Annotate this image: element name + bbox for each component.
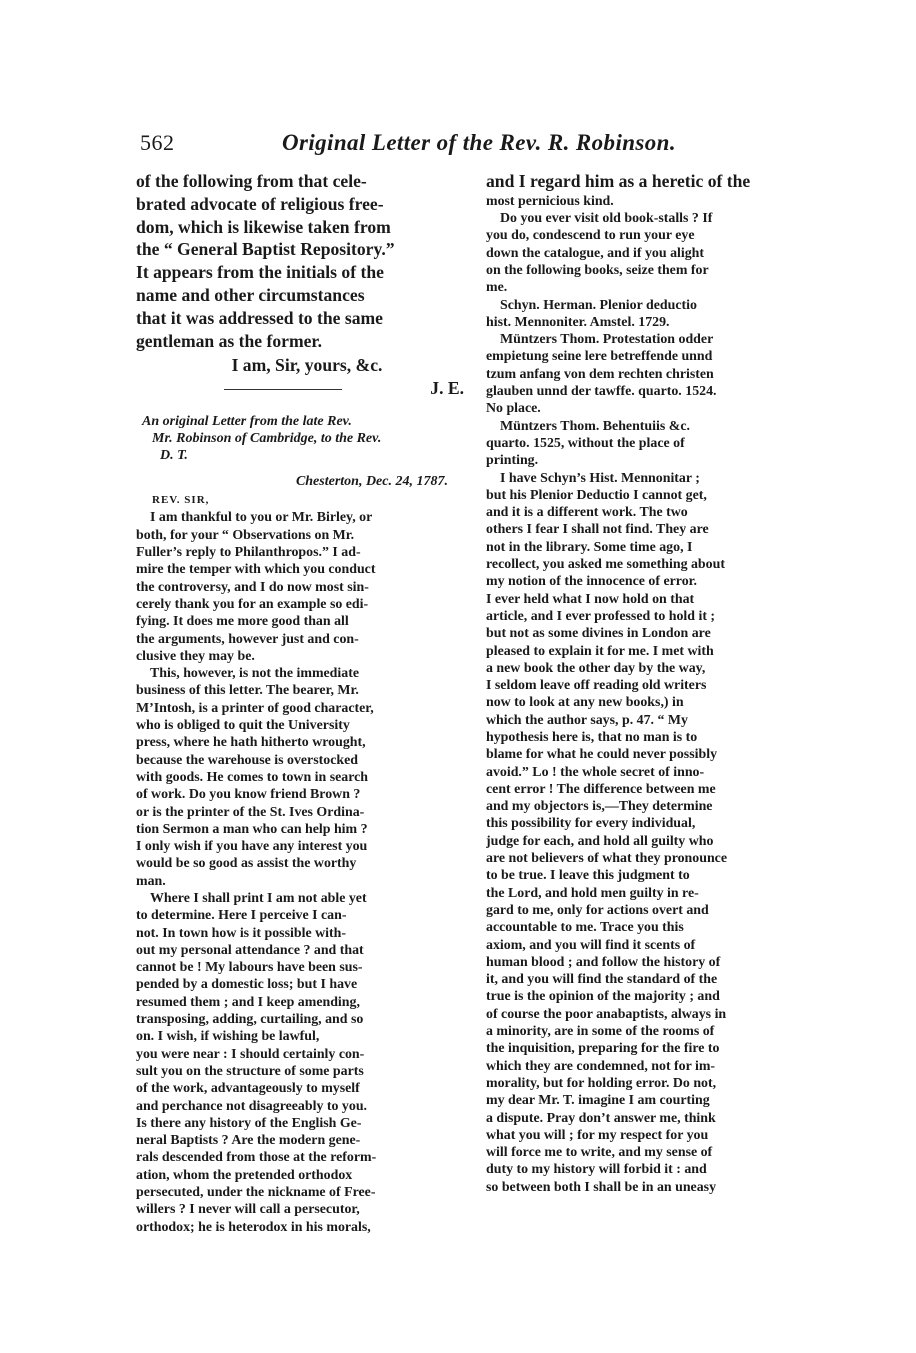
text-line: now to look at any new books,) in bbox=[486, 695, 684, 711]
text-line: rals descended from those at the reform- bbox=[136, 1150, 377, 1166]
text-line: I seldom leave off reading old writers bbox=[486, 678, 707, 694]
text-line: but not as some divines in London are bbox=[486, 626, 711, 642]
text-line: me. bbox=[486, 280, 508, 296]
text-line: with goods. He comes to town in search bbox=[136, 769, 369, 785]
text-line: and I regard him as a heretic of the bbox=[486, 171, 751, 191]
text-line: willers ? I never will call a persecutor, bbox=[136, 1202, 360, 1218]
text-line: resumed them ; and I keep amending, bbox=[136, 994, 360, 1010]
text-line: not. In town how is it possible with- bbox=[136, 925, 346, 941]
text-line: article, and I ever professed to hold it ; bbox=[486, 608, 716, 624]
text-line: neral Baptists ? Are the modern gene- bbox=[136, 1133, 361, 1149]
text-line: cent error ! The difference between me bbox=[486, 781, 716, 797]
text-line: this possibility for every individual, bbox=[486, 816, 696, 832]
text-line: which they are condemned, not for im- bbox=[486, 1058, 716, 1074]
text-line: and perchance not disagreeably to you. bbox=[136, 1098, 368, 1114]
text-line: Müntzers Thom. Behentuiis &c. bbox=[500, 418, 690, 434]
text-line: not in the library. Some time ago, I bbox=[486, 539, 693, 555]
text-line: fying. It does me more good than all bbox=[136, 614, 349, 630]
intro-paragraph bbox=[136, 170, 478, 352]
text-line: man. bbox=[136, 873, 166, 889]
text-line: glauben unnd der tawffe. quarto. 1524. bbox=[486, 384, 717, 400]
text-line: pended by a domestic loss; but I have bbox=[136, 977, 358, 993]
text-line: It appears from the initials of the bbox=[136, 262, 384, 283]
letter-body-left bbox=[136, 509, 478, 1235]
text-line: that it was addressed to the same bbox=[136, 307, 383, 328]
text-line: morality, but for holding error. Do not, bbox=[486, 1075, 717, 1091]
running-header bbox=[140, 130, 820, 164]
running-title: Original Letter of the Rev. R. Robinson. bbox=[282, 130, 677, 155]
text-line: others I fear I shall not find. They are bbox=[486, 522, 709, 538]
text-line: gard to me, only for actions overt and bbox=[486, 902, 709, 918]
text-line: on the following books, seize them for bbox=[486, 262, 709, 278]
signature-block bbox=[136, 377, 478, 403]
text-line: axiom, and you will find it scents of bbox=[486, 937, 696, 953]
caption-line: An original Letter from the late Rev. bbox=[142, 414, 352, 430]
text-line: Is there any history of the English Ge- bbox=[136, 1115, 362, 1131]
text-line: you do, condescend to run your eye bbox=[486, 228, 695, 244]
text-line: dom, which is likewise taken from bbox=[136, 216, 391, 237]
text-line: of course the poor anabaptists, always in bbox=[486, 1006, 727, 1022]
letter-caption bbox=[136, 413, 478, 464]
text-line: of the work, advantageously to myself bbox=[136, 1081, 360, 1097]
text-line: out my personal attendance ? and that bbox=[136, 942, 364, 958]
text-line: ation, whom the pretended orthodox bbox=[136, 1167, 353, 1183]
text-line: brated advocate of religious free- bbox=[136, 193, 384, 214]
text-line: Müntzers Thom. Protestation odder bbox=[500, 332, 714, 348]
text-line: you were near : I should certainly con- bbox=[136, 1046, 365, 1062]
text-line: No place. bbox=[486, 401, 541, 417]
caption-line: D. T. bbox=[160, 448, 188, 464]
text-line: persecuted, under the nickname of Free- bbox=[136, 1185, 376, 1201]
closing-line: I am, Sir, yours, &c. bbox=[231, 355, 383, 376]
text-line: cannot be ! My labours have been sus- bbox=[136, 960, 363, 976]
text-line: my dear Mr. T. imagine I am courting bbox=[486, 1093, 710, 1109]
text-line: or is the printer of the St. Ives Ordina- bbox=[136, 804, 365, 820]
text-line: cerely thank you for an example so edi- bbox=[136, 596, 369, 612]
text-line: hist. Mennoniter. Amstel. 1729. bbox=[486, 314, 670, 330]
text-line: are not believers of what they pronounce bbox=[486, 851, 728, 867]
letter-dateline: Chesterton, Dec. 24, 1787. bbox=[295, 474, 448, 490]
text-line: a dispute. Pray don’t answer me, think bbox=[486, 1110, 716, 1126]
text-line: pleased to explain it for me. I met with bbox=[486, 643, 714, 659]
text-line: tzum anfang von dem rechten christen bbox=[486, 366, 714, 382]
text-line: but his Plenior Deductio I cannot get, bbox=[486, 487, 707, 503]
text-line: the controversy, and I do now most sin- bbox=[136, 579, 369, 595]
text-line: Where I shall print I am not able yet bbox=[150, 891, 367, 906]
text-line: name and other circumstances bbox=[136, 284, 365, 305]
letter-body-right bbox=[486, 193, 816, 1196]
text-line: human blood ; and follow the history of bbox=[486, 954, 721, 970]
text-line: the inquisition, preparing for the fire to bbox=[486, 1041, 720, 1057]
text-line: judge for each, and hold all guilty who bbox=[486, 833, 714, 849]
text-line: printing. bbox=[486, 453, 539, 469]
text-line: blame for what he could never possibly bbox=[486, 747, 718, 763]
text-line: my notion of the innocence of error. bbox=[486, 574, 698, 590]
text-line: clusive they may be. bbox=[136, 648, 255, 664]
text-line: sult you on the structure of some parts bbox=[136, 1063, 364, 1079]
text-line: it, and you will find the standard of the bbox=[486, 972, 718, 988]
text-line: gentleman as the former. bbox=[136, 330, 322, 351]
right-top-lines bbox=[486, 170, 816, 193]
caption-line: Mr. Robinson of Cambridge, to the Rev. bbox=[152, 431, 382, 447]
text-line: true is the opinion of the majority ; and bbox=[486, 989, 720, 1005]
divider-rule bbox=[224, 389, 342, 390]
text-line: mire the temper with which you conduct bbox=[136, 562, 376, 578]
text-line: I only wish if you have any interest you bbox=[136, 839, 368, 855]
text-line: Schyn. Herman. Plenior deductio bbox=[500, 297, 697, 313]
text-line: duty to my history will forbid it : and bbox=[486, 1162, 707, 1178]
text-line: and my objectors is,—They determine bbox=[486, 799, 713, 815]
text-line: I have Schyn’s Hist. Mennonitar ; bbox=[500, 470, 700, 486]
text-line: press, where he hath hitherto wrought, bbox=[136, 735, 366, 751]
text-line: because the warehouse is overstocked bbox=[136, 752, 358, 768]
text-line: what you will ; for my respect for you bbox=[486, 1127, 709, 1143]
text-line: I am thankful to you or Mr. Birley, or bbox=[150, 510, 373, 526]
text-line: who is obliged to quit the University bbox=[136, 718, 350, 734]
text-line: down the catalogue, and if you alight bbox=[486, 245, 705, 261]
text-line: the arguments, however just and con- bbox=[136, 631, 359, 647]
text-line: avoid.” Lo ! the whole secret of inno- bbox=[486, 764, 705, 780]
text-line: Fuller’s reply to Philanthropos.” I ad- bbox=[136, 545, 361, 561]
text-line: Do you ever visit old book-stalls ? If bbox=[500, 211, 713, 227]
left-column bbox=[136, 170, 478, 1236]
text-line: This, however, is not the immediate bbox=[150, 666, 359, 682]
text-line: tion Sermon a man who can help him ? bbox=[136, 821, 368, 837]
text-line: accountable to me. Trace you this bbox=[486, 920, 684, 936]
text-line: a new book the other day by the way, bbox=[486, 660, 706, 676]
text-line: business of this letter. The bearer, Mr. bbox=[136, 683, 359, 699]
page-number: 562 bbox=[140, 130, 175, 155]
right-column bbox=[486, 170, 816, 1196]
text-line: I ever held what I now hold on that bbox=[486, 591, 695, 607]
text-line: transposing, adding, curtailing, and so bbox=[136, 1012, 364, 1028]
text-line: empietung seine lere betreffende unnd bbox=[486, 349, 713, 365]
text-line: both, for your “ Observations on Mr. bbox=[136, 527, 355, 543]
text-line: M’Intosh, is a printer of good character, bbox=[136, 700, 374, 716]
text-line: the Lord, and hold men guilty in re- bbox=[486, 885, 699, 901]
text-line: will force me to write, and my sense of bbox=[486, 1145, 713, 1161]
text-line: the “ General Baptist Repository.” bbox=[136, 239, 395, 260]
text-line: and it is a different work. The two bbox=[486, 505, 688, 521]
salutation: REV. SIR, bbox=[152, 494, 210, 507]
text-line: to be true. I leave this judgment to bbox=[486, 868, 690, 884]
text-line: of work. Do you know friend Brown ? bbox=[136, 787, 361, 803]
text-line: hypothesis here is, that no man is to bbox=[486, 730, 698, 745]
text-line: most pernicious kind. bbox=[486, 193, 614, 209]
text-line: quarto. 1525, without the place of bbox=[486, 435, 685, 451]
text-line: on. I wish, if wishing be lawful, bbox=[136, 1029, 320, 1045]
text-line: would be so good as assist the worthy bbox=[136, 856, 357, 872]
text-line: orthodox; he is heterodox in his morals, bbox=[136, 1219, 371, 1235]
text-line: recollect, you asked me something about bbox=[486, 557, 725, 573]
text-line: to determine. Here I perceive I can- bbox=[136, 908, 347, 924]
text-line: a minority, are in some of the rooms of bbox=[486, 1024, 715, 1040]
text-line: which the author says, p. 47. “ My bbox=[486, 712, 688, 728]
text-line: of the following from that cele- bbox=[136, 171, 367, 191]
text-line: so between both I shall be in an uneasy bbox=[486, 1179, 717, 1195]
signature-initials: J. E. bbox=[430, 378, 464, 399]
